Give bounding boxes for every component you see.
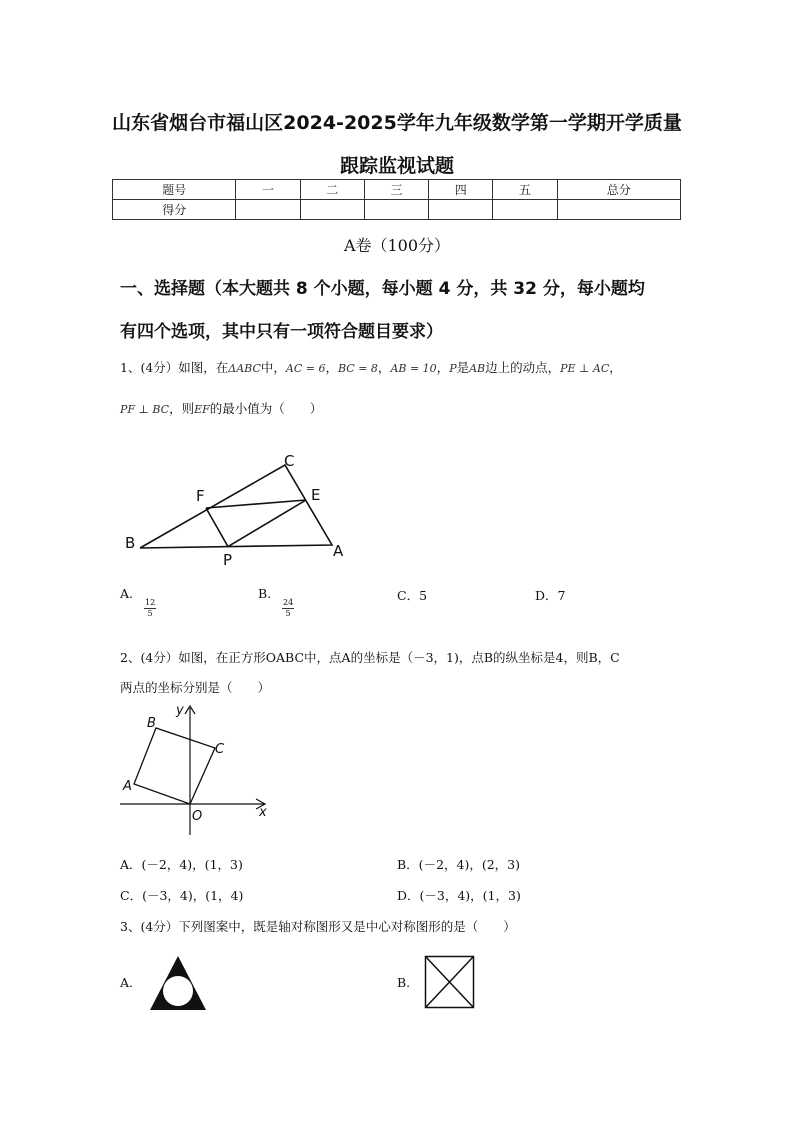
score-table-header-row [113, 180, 681, 200]
label-c: C [215, 742, 225, 757]
label-b: B [147, 716, 156, 731]
score-table-cell: 总分 [557, 180, 680, 200]
label-f: F [196, 487, 205, 505]
q1-text: 1、(4分）如图，在 [120, 360, 229, 375]
q1-math: AB = 10 [390, 362, 437, 375]
q1-math: AC = 6 [285, 362, 326, 375]
label-b: B [125, 534, 136, 552]
section1-heading-line2: 有四个选项，其中只有一项符合题目要求） [120, 322, 443, 342]
label-a: A [123, 779, 132, 794]
label-y: y [176, 703, 184, 718]
q2-stem-line1: 2、(4分）如图，在正方形OABC中，点A的坐标是（－3，1)，点B的纵坐标是4，则B，C [120, 650, 620, 665]
q1-math: AB [469, 362, 486, 375]
q1-option-a-label: A. [120, 586, 134, 601]
score-blank-cell [557, 200, 680, 220]
q2-stem-line2: 两点的坐标分别是（ ） [120, 680, 271, 695]
label-a: A [333, 542, 344, 560]
score-table-cell: 二 [300, 180, 364, 200]
q1-option-b-fraction [282, 598, 294, 619]
q1-stem-line2 [120, 399, 322, 417]
score-table-cell: 得分 [113, 200, 236, 220]
label-e: E [311, 486, 321, 504]
q1-math: PE ⊥ AC [560, 362, 610, 375]
score-table [112, 179, 681, 220]
label-o: O [192, 809, 203, 824]
q1-math: PF ⊥ BC [120, 403, 170, 416]
q1-text: ， [609, 360, 622, 375]
q1-text: 边上的动点， [485, 360, 561, 375]
q1-text: ， [436, 360, 450, 375]
label-c: C [284, 452, 295, 470]
q1-math: P [449, 362, 457, 375]
score-table-score-row [113, 200, 681, 220]
q2-option-b[interactable]: B．(－2，4)，(2，3) [397, 857, 521, 872]
volume-heading: A卷（100分） [343, 236, 451, 255]
q3-option-a-figure [148, 954, 208, 1012]
q1-text: 是 [456, 360, 470, 375]
q1-option-a[interactable] [120, 586, 133, 601]
q1-option-b[interactable] [258, 586, 271, 601]
q1-text: ，则 [169, 401, 195, 416]
fraction-denominator: 5 [285, 609, 291, 618]
q1-math: EF [194, 403, 210, 416]
q1-math: BC = 8 [338, 362, 378, 375]
fraction-denominator: 5 [147, 609, 153, 618]
q3-option-b[interactable]: B. [397, 975, 411, 990]
q1-stem-line1 [120, 358, 622, 376]
inner-circle [163, 976, 193, 1006]
q1-option-a-fraction [144, 598, 156, 619]
segment-pf [206, 508, 228, 547]
score-blank-cell [429, 200, 493, 220]
score-blank-cell [300, 200, 364, 220]
q3-option-a[interactable]: A. [120, 975, 134, 990]
fraction-numerator: 24 [283, 598, 294, 607]
score-blank-cell [236, 200, 300, 220]
q1-text: 的最小值为（ ） [209, 401, 323, 416]
q2-option-a[interactable]: A．(－2，4)，(1，3) [120, 857, 243, 872]
label-x: x [259, 805, 267, 820]
score-blank-cell [364, 200, 428, 220]
q3-stem: 3、(4分）下列图案中，既是轴对称图形又是中心对称图形的是（ ） [120, 919, 516, 934]
score-table-cell: 五 [493, 180, 557, 200]
score-table-cell: 三 [364, 180, 428, 200]
score-table-cell: 题号 [113, 180, 236, 200]
q1-text: ， [325, 360, 338, 375]
segment-pe [228, 500, 306, 547]
q2-option-d[interactable]: D．(－3，4)，(1，3) [397, 888, 521, 903]
q1-triangle-figure [120, 448, 360, 572]
label-p: P [223, 551, 233, 569]
square-oabc [134, 728, 215, 804]
q3-option-b-figure [424, 955, 476, 1010]
score-table-cell: 一 [236, 180, 300, 200]
q1-option-d[interactable]: D．7 [535, 588, 566, 603]
section1-heading-line1: 一、选择题（本大题共 8 个小题，每小题 4 分，共 32 分，每小题均 [120, 279, 645, 299]
score-blank-cell [493, 200, 557, 220]
q1-option-b-label: B. [258, 586, 272, 601]
exam-title-line2: 跟踪监视试题 [339, 155, 454, 177]
q1-math: ΔABC [228, 362, 261, 375]
fraction-numerator: 12 [145, 598, 156, 607]
q2-square-figure [120, 700, 280, 840]
q1-option-c[interactable]: C．5 [397, 588, 428, 603]
q2-option-c[interactable]: C．(－3，4)，(1，4) [120, 888, 244, 903]
q1-text: ， [377, 360, 391, 375]
score-table-cell: 四 [429, 180, 493, 200]
exam-title-line1: 山东省烟台市福山区2024-2025学年九年级数学第一学期开学质量 [112, 112, 682, 134]
triangle-abc [140, 465, 332, 548]
q1-text: 中， [260, 360, 286, 375]
